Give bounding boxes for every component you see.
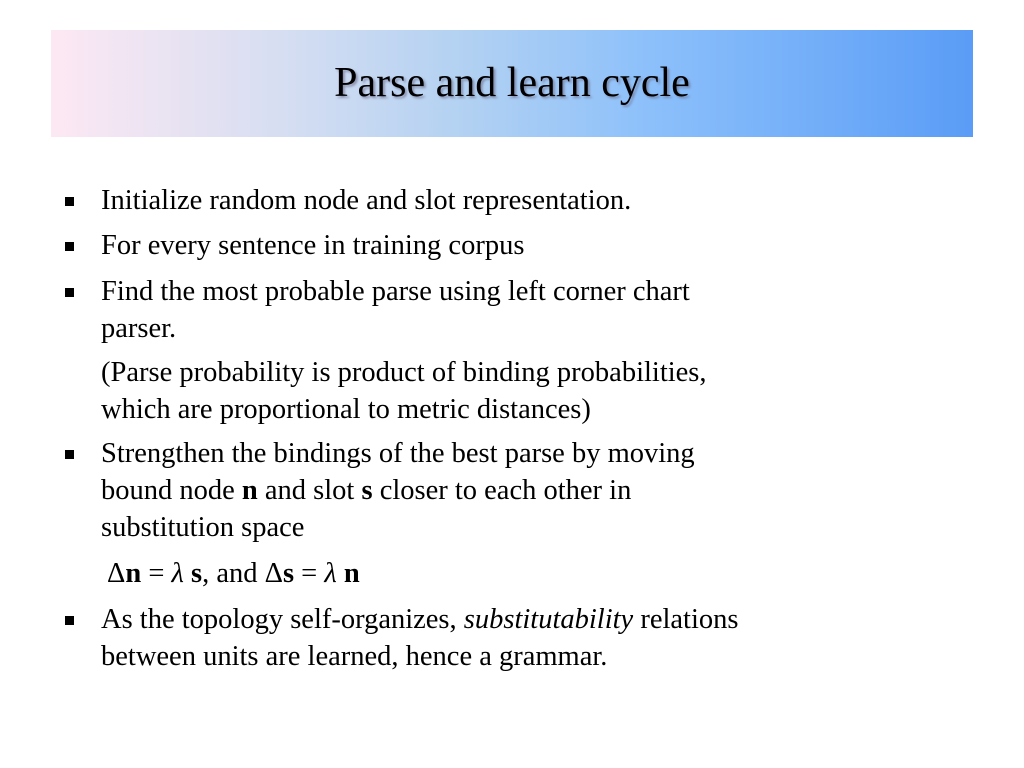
equals: = — [141, 558, 172, 589]
bullet-5 — [101, 602, 738, 638]
bullet-marker — [65, 616, 74, 625]
bullet-1: Initialize random node and slot representation. — [101, 185, 632, 216]
note-line-2: which are proportional to metric distances) — [101, 394, 591, 425]
note-line-1: (Parse probability is product of binding probabilities, — [101, 357, 707, 388]
equals: = — [294, 558, 325, 589]
bullet-marker — [65, 450, 74, 459]
text-run: closer to each other in — [372, 475, 632, 506]
formula-and: , and — [202, 558, 265, 589]
text-run: and slot — [257, 475, 362, 506]
bold-n: n — [241, 475, 258, 506]
bold-s: s — [361, 475, 373, 506]
lambda-symbol: λ — [171, 558, 184, 589]
bullet-marker — [65, 288, 74, 297]
text-run: bound node — [101, 475, 242, 506]
bullet-4: Strengthen the bindings of the best parse by moving — [101, 438, 695, 469]
bullet-2: For every sentence in training corpus — [101, 230, 525, 261]
italic-term: substitutability — [463, 604, 634, 635]
delta-symbol: Δ — [107, 558, 126, 589]
bullet-3: Find the most probable parse using left corner chart — [101, 276, 690, 307]
formula-s: s — [282, 558, 295, 589]
update-formula — [107, 556, 360, 592]
bullet-marker — [65, 242, 74, 251]
delta-symbol: Δ — [264, 558, 283, 589]
bullet-3-continuation: parser. — [101, 313, 177, 344]
bullet-4-line-3: substitution space — [101, 512, 305, 543]
bullet-5-line-2: between units are learned, hence a grammar. — [101, 641, 608, 672]
formula-s: s — [190, 558, 203, 589]
text-run: As the topology self-organizes, — [101, 604, 457, 635]
bullet-4-line-2 — [101, 473, 631, 509]
formula-n: n — [125, 558, 142, 589]
formula-n: n — [343, 558, 360, 589]
lambda-symbol: λ — [324, 558, 337, 589]
slide-title: Parse and learn cycle — [334, 60, 690, 106]
text-run: relations — [633, 604, 739, 635]
bullet-marker — [65, 197, 74, 206]
